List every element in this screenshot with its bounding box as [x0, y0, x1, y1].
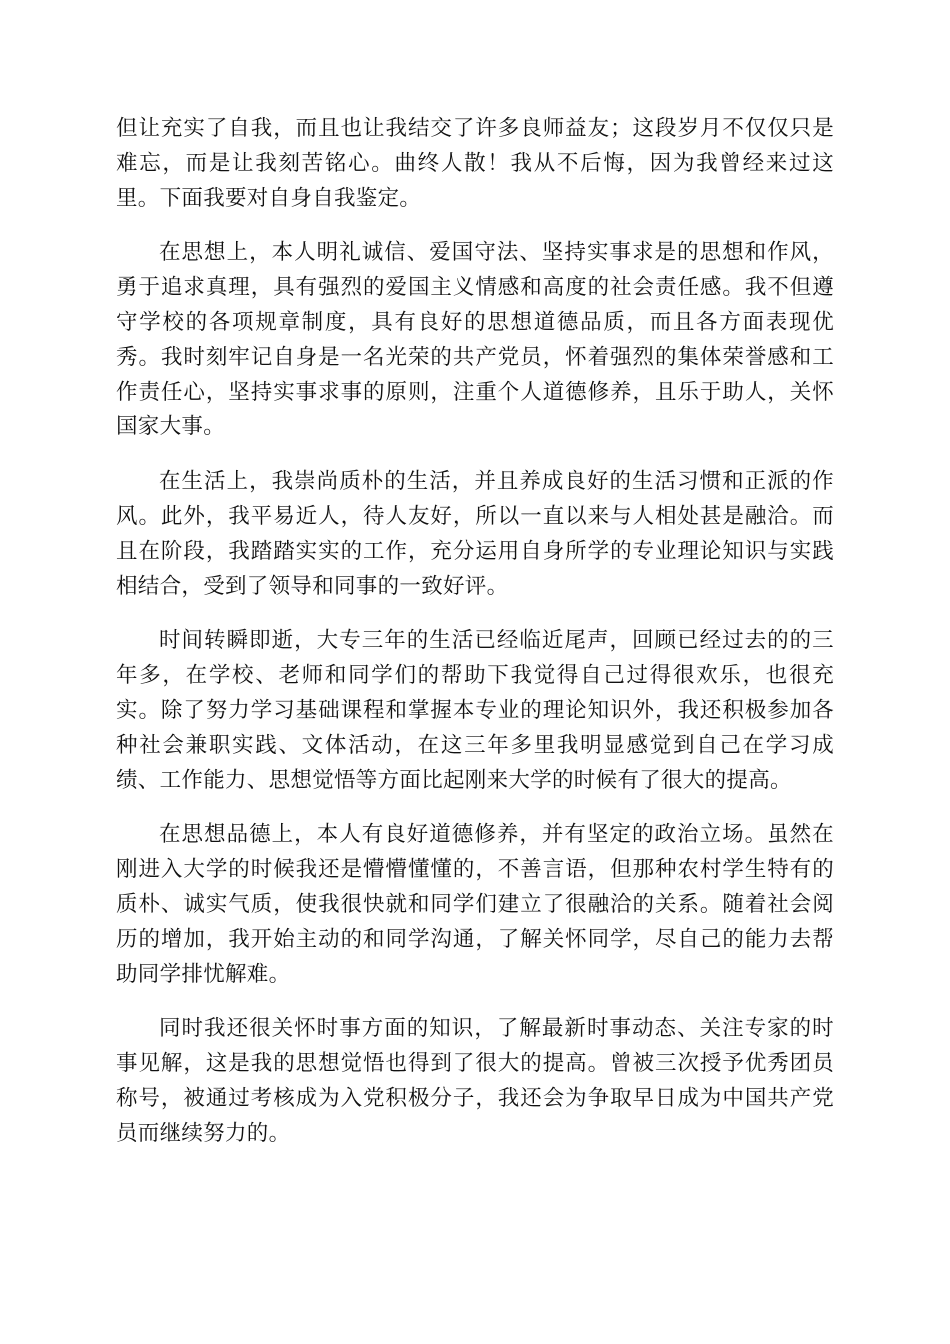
paragraph-moral-character: 在思想品德上，本人有良好道德修养，并有坚定的政治立场。虽然在刚进入大学的时候我还是懵懵懂懂的，不善言语，但那种农村学生特有的质朴、诚实气质，使我很快就和同学们建立了很融洽的关系。随着社会阅历的增加，我开始主动的和同学沟通，了解关怀同学，尽自己的能力去帮助同学排忧解难。 — [116, 822, 834, 987]
paragraph-current-affairs: 同时我还很关怀时事方面的知识，了解最新时事动态、关注专家的时事见解，这是我的思想觉悟也得到了很大的提高。曾被三次授予优秀团员称号，被通过考核成为入党积极分子，我还会为争取早日成为中国共产党员而继续努力的。 — [116, 1016, 834, 1146]
paragraph-life: 在生活上，我崇尚质朴的生活，并且养成良好的生活习惯和正派的作风。此外，我平易近人，待人友好，所以一直以来与人相处甚是融洽。而且在阶段，我踏踏实实的工作，充分运用自身所学的专业理论知识与实践相结合，受到了领导和同事的一致好评。 — [116, 469, 834, 599]
document-body — [116, 112, 834, 1172]
paragraph-ideology: 在思想上，本人明礼诚信、爱国守法、坚持实事求是的思想和作风，勇于追求真理，具有强烈的爱国主义情感和高度的社会责任感。我不但遵守学校的各项规章制度，具有良好的思想道德品质，而且各方面表现优秀。我时刻牢记自身是一名光荣的共产党员，怀着强烈的集体荣誉感和工作责任心，坚持实事求事的原则，注重个人道德修养，且乐于助人，关怀国家大事。 — [116, 240, 834, 440]
paragraph-college-years: 时间转瞬即逝，大专三年的生活已经临近尾声，回顾已经过去的的三年多，在学校、老师和同学们的帮助下我觉得自己过得很欢乐，也很充实。除了努力学习基础课程和掌握本专业的理论知识外，我还积极参加各种社会兼职实践、文体活动，在这三年多里我明显感觉到自己在学习成绩、工作能力、思想觉悟等方面比起刚来大学的时候有了很大的提高。 — [116, 628, 834, 793]
paragraph-continuation: 但让充实了自我，而且也让我结交了许多良师益友；这段岁月不仅仅只是难忘，而是让我刻苦铭心。曲终人散！我从不后悔，因为我曾经来过这里。下面我要对自身自我鉴定。 — [116, 116, 834, 211]
